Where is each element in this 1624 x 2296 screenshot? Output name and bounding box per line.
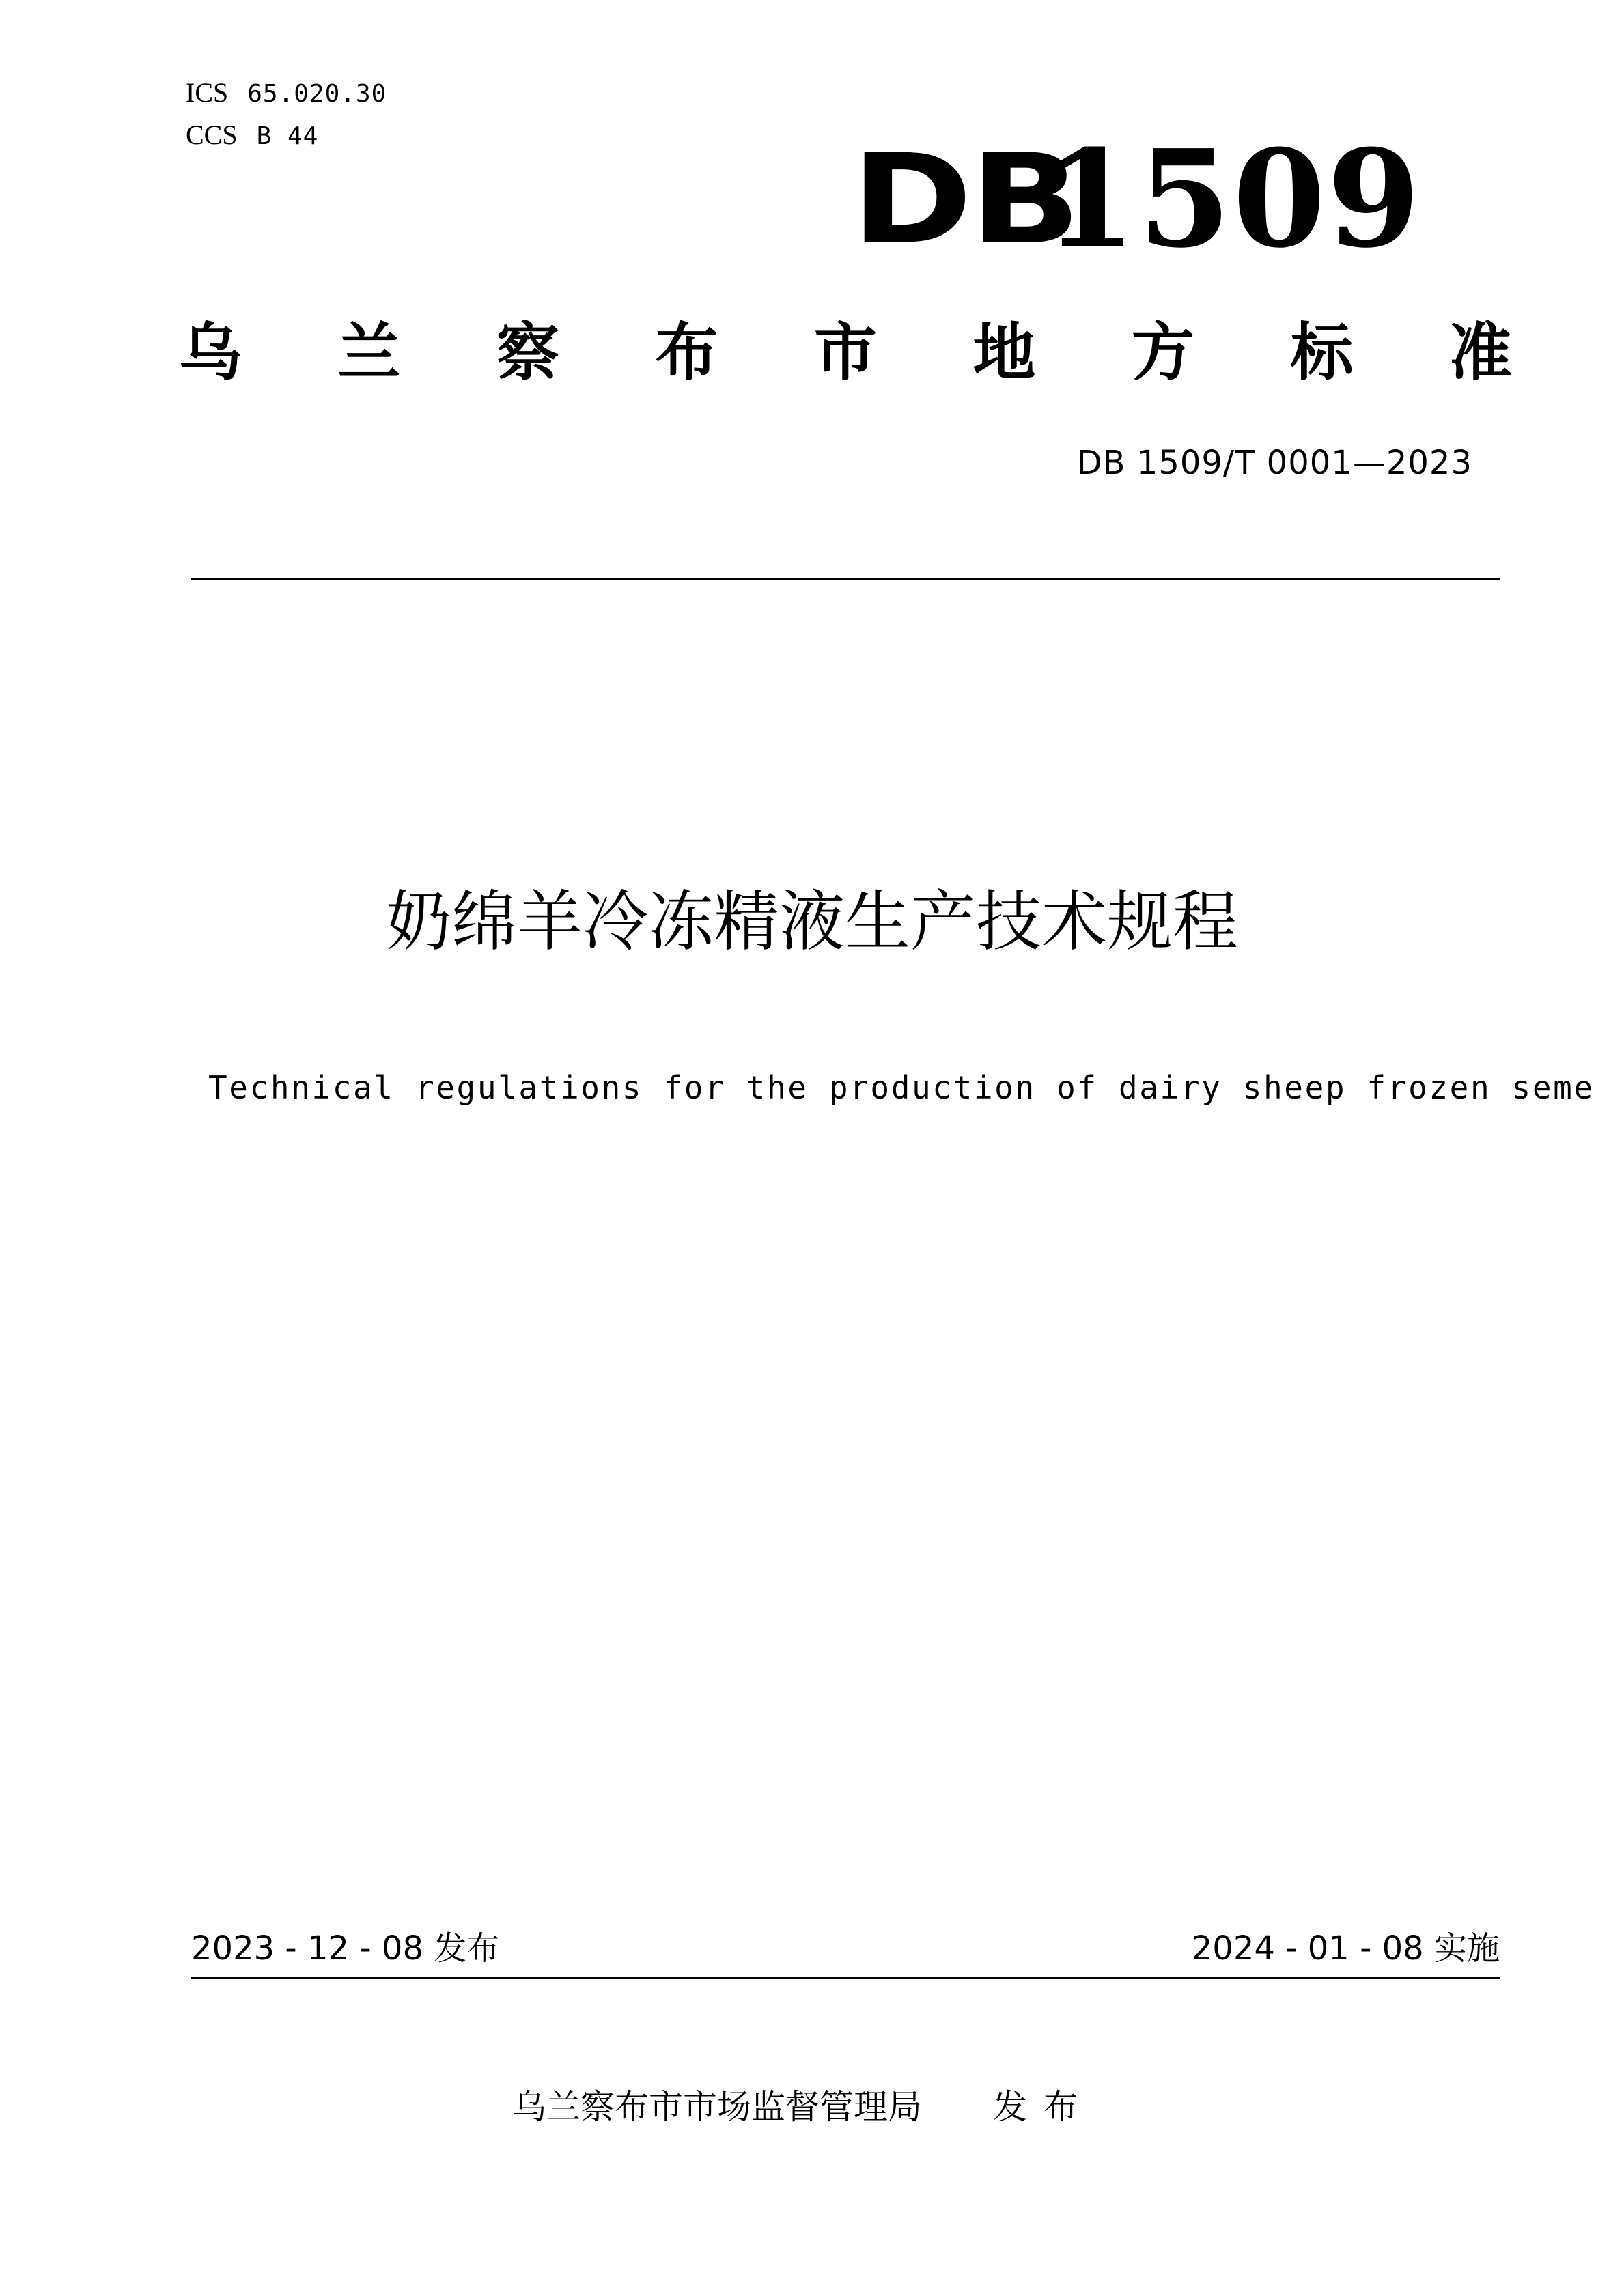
- standard-number: DB 1509/T 0001—2023: [1076, 444, 1472, 482]
- category-char: 准: [1448, 316, 1512, 389]
- publisher-line: [512, 2085, 1094, 2129]
- issue-date-line: [191, 1927, 499, 1970]
- footer-divider: [191, 1977, 1500, 1979]
- publisher-name: 乌兰察布市市场监督管理局: [512, 2087, 922, 2127]
- category-char: 乌: [179, 316, 242, 389]
- category-char: 布: [655, 316, 718, 389]
- header-divider: [191, 578, 1500, 580]
- issue-label: 发布: [434, 1929, 500, 1968]
- issue-date: 2023 - 12 - 08: [191, 1929, 423, 1968]
- implementation-date: 2024 - 01 - 08: [1191, 1929, 1424, 1968]
- ccs-code: [186, 120, 318, 152]
- ccs-label: CCS: [186, 119, 238, 150]
- publisher-action: 发布: [993, 2087, 1094, 2127]
- title-english: Technical regulations for the production of dairy sheep frozen seme: [208, 1069, 1595, 1106]
- category-char: 标: [1290, 316, 1354, 389]
- title-chinese: 奶绵羊冷冻精液生产技术规程: [386, 883, 1238, 960]
- db-logo: [851, 121, 1422, 278]
- implementation-date-line: [1192, 1927, 1500, 1970]
- implementation-label: 实施: [1433, 1929, 1500, 1968]
- ics-code: [186, 78, 387, 109]
- standard-category-heading: [179, 315, 1512, 391]
- ccs-value: B 44: [256, 122, 319, 150]
- db-logo-number: 1509: [1044, 121, 1422, 278]
- db-logo-letters: DB: [851, 127, 1078, 272]
- category-char: 地: [972, 316, 1036, 389]
- category-char: 察: [496, 316, 559, 389]
- category-char: 方: [1131, 316, 1194, 389]
- category-char: 市: [813, 316, 877, 389]
- ics-label: ICS: [186, 77, 229, 108]
- ics-value: 65.020.30: [247, 80, 387, 108]
- category-char: 兰: [337, 316, 401, 389]
